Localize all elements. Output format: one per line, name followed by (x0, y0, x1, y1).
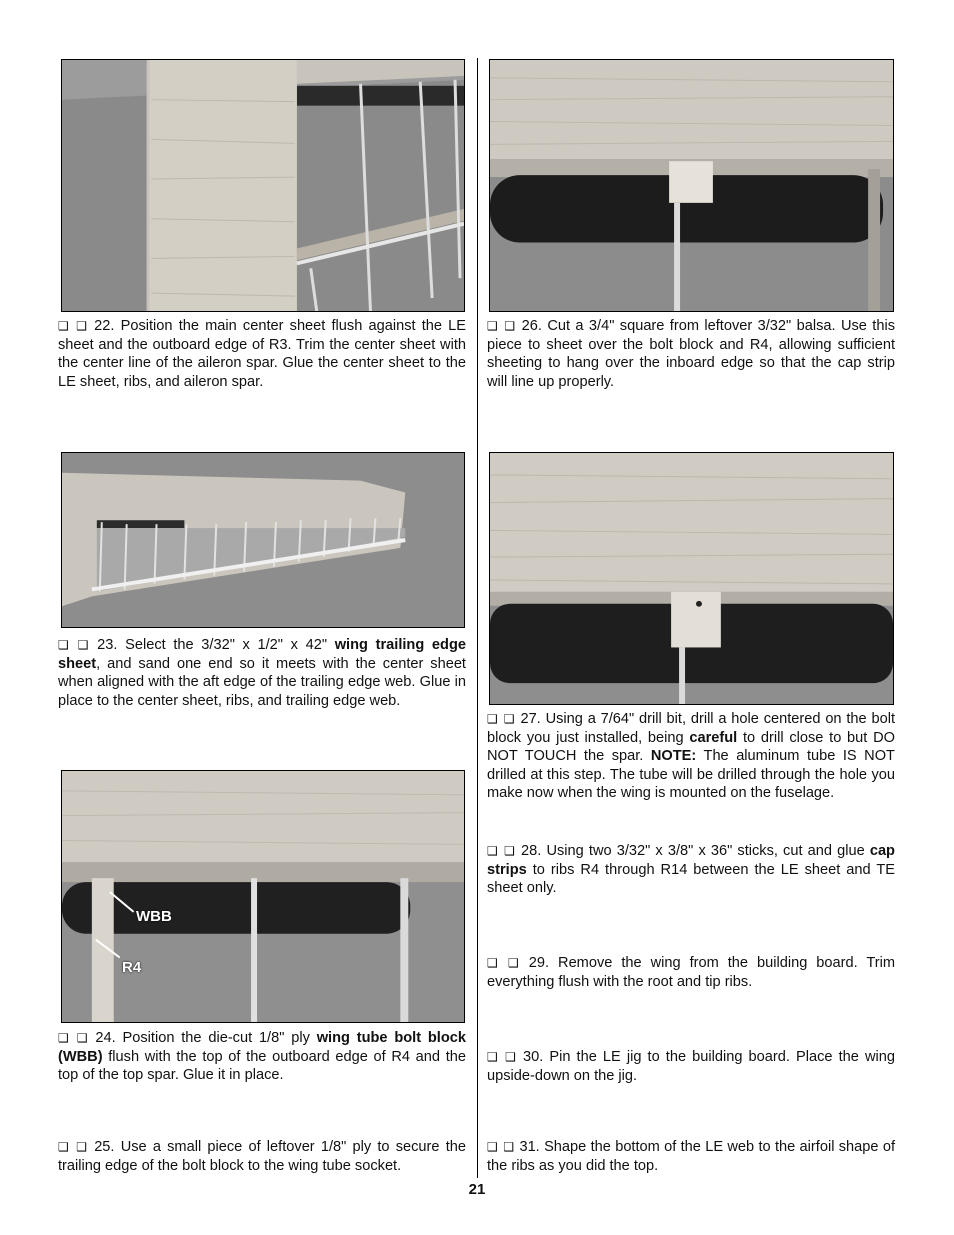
photo-step-22 (61, 59, 465, 312)
photo-step-23 (61, 452, 465, 628)
checkbox-icon: ❑ ❑ (58, 1031, 89, 1045)
checkbox-icon: ❑ ❑ (58, 319, 88, 333)
photo-step-24 (61, 770, 465, 1023)
photo-step-26 (489, 59, 894, 312)
step-28: ❑ ❑ 28. Using two 3/32" x 3/8" x 36" sticks, cut and glue cap strips to ribs R4 through R14 between the LE sheet and TE sheet only. (487, 843, 895, 897)
checkbox-icon: ❑ ❑ (487, 319, 517, 333)
step-30: ❑ ❑ 30. Pin the LE jig to the building board. Place the wing upside-down on the jig. (487, 1049, 895, 1084)
page-number: 21 (468, 1181, 486, 1198)
step-22: ❑ ❑ 22. Position the main center sheet flush against the LE sheet and the outboard edge of R3. Trim the center sheet with the center line of the aileron spar. Glue the center sheet to the LE sheet, ribs, and aileron spar. (58, 318, 467, 390)
step-27: ❑ ❑ 27. Using a 7/64" drill bit, drill a hole centered on the bolt block you just installed, being careful to drill close to but DO NOT TOUCH the spar. NOTE: The aluminum tube IS NOT drilled at this step. The tube will be drilled through the hole you make now when the wing is mounted on the fuselage. (487, 711, 895, 802)
checkbox-icon: ❑ ❑ (487, 1050, 517, 1064)
checkbox-icon: ❑ ❑ (487, 712, 516, 726)
callout-wbb: WBB (136, 908, 172, 925)
callout-r4: R4 (122, 959, 142, 976)
checkbox-icon: ❑ ❑ (487, 956, 520, 970)
checkbox-icon: ❑ ❑ (58, 638, 90, 652)
step-26: ❑ ❑ 26. Cut a 3/4" square from leftover 3/32" balsa. Use this piece to sheet over the bolt block and R4, allowing sufficient sheeting to hang over the inboard edge so that the cap strip will line up properly. (487, 318, 896, 390)
step-24: ❑ ❑ 24. Position the die-cut 1/8" ply wing tube bolt block (WBB) flush with the top of the outboard edge of R4 and the top of the top spar. Glue it in place. (58, 1030, 466, 1084)
column-divider (477, 58, 478, 1178)
step-29: ❑ ❑ 29. Remove the wing from the building board. Trim everything flush with the root and tip ribs. (487, 955, 895, 990)
step-25: ❑ ❑ 25. Use a small piece of leftover 1/8" ply to secure the trailing edge of the bolt block to the wing tube socket. (58, 1139, 466, 1174)
checkbox-icon: ❑ ❑ (58, 1140, 88, 1154)
step-23: ❑ ❑ 23. Select the 3/32" x 1/2" x 42" wing trailing edge sheet, and sand one end so it meets with the center sheet when aligned with the aft edge of the trailing edge web. Glue in place to the center sheet, ribs, and trailing edge web. (58, 637, 466, 709)
step-31: ❑ ❑ 31. Shape the bottom of the LE web to the airfoil shape of the ribs as you did the top. (487, 1139, 895, 1174)
photo-step-27 (489, 452, 894, 705)
checkbox-icon: ❑ ❑ (487, 1140, 516, 1154)
checkbox-icon: ❑ ❑ (487, 844, 516, 858)
